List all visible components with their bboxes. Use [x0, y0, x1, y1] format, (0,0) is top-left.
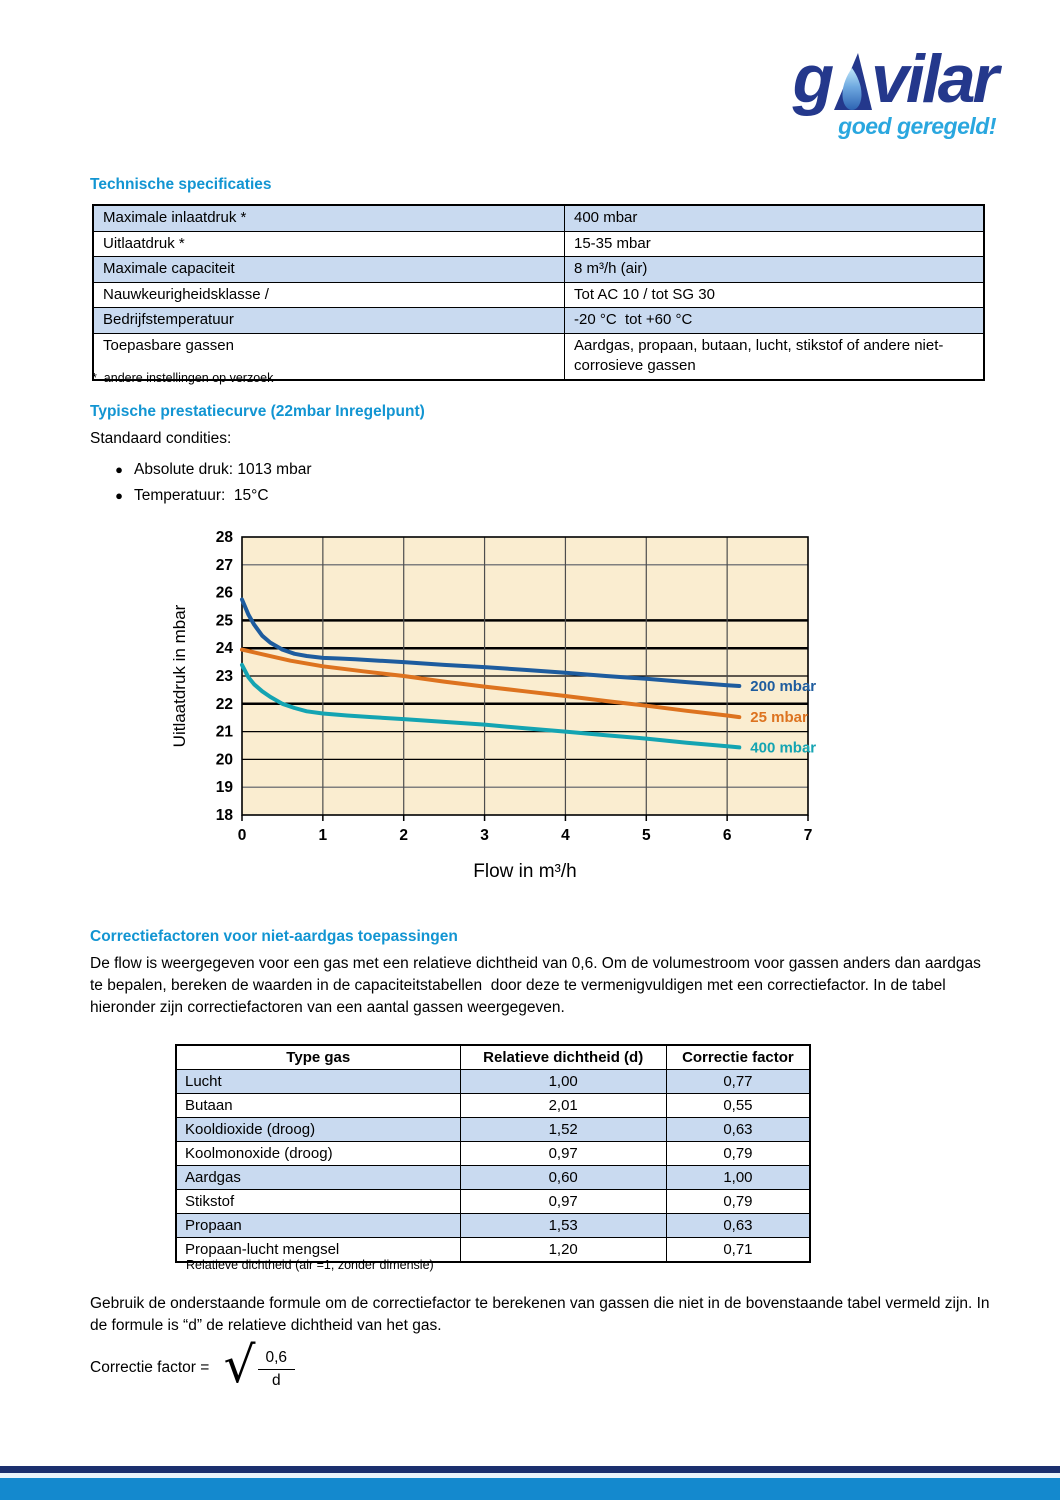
value-cell: 0,63	[666, 1214, 810, 1238]
spec-label: Bedrijfstemperatuur	[93, 308, 565, 334]
svg-text:4: 4	[561, 827, 570, 844]
table-row	[176, 1094, 810, 1118]
svg-text:25: 25	[215, 612, 233, 630]
series-label: 200 mbar	[750, 678, 817, 696]
svg-text:7: 7	[803, 827, 813, 844]
gas-name-cell: Aardgas	[176, 1166, 460, 1190]
column-header: Relatieve dichtheid (d)	[460, 1045, 666, 1070]
square-root-icon: √	[223, 1336, 256, 1394]
y-axis-label: Uitlaatdruk in mbar	[170, 604, 189, 748]
svg-text:0: 0	[237, 827, 247, 844]
value-cell: 1,52	[460, 1118, 666, 1142]
svg-text:19: 19	[215, 779, 233, 797]
value-cell: 0,97	[460, 1142, 666, 1166]
gas-name-cell: Butaan	[176, 1094, 460, 1118]
bullet-icon: ●	[115, 462, 123, 477]
section-title-tech-specs: Technische specificaties	[90, 176, 272, 193]
svg-text:26: 26	[215, 584, 233, 602]
gas-name-cell: Propaan-lucht mengsel	[176, 1238, 460, 1263]
table-row	[93, 205, 984, 231]
table-row	[176, 1118, 810, 1142]
tech-specs-table	[92, 204, 985, 381]
performance-chart	[168, 524, 860, 892]
logo-text-g: g	[792, 41, 832, 117]
gas-name-cell: Stikstof	[176, 1190, 460, 1214]
footer-navy-stripe	[0, 1466, 1060, 1473]
gas-flame-icon	[827, 53, 873, 110]
logo-wordmark	[710, 41, 996, 117]
correction-paragraph: De flow is weergegeven voor een gas met een relatieve dichtheid van 0,6. Om de volumestroom voor gassen anders dan aardgas te bepalen, bereken de waarden in de capaciteitstabellen door deze te vermenigvuldigen met een correctiefactor. In de tabel hieronder zijn correctiefactoren van een aantal gassen weergegeven.	[90, 955, 986, 1016]
gas-name-cell: Koolmonoxide (droog)	[176, 1142, 460, 1166]
table-row	[176, 1070, 810, 1094]
value-cell: 0,79	[666, 1190, 810, 1214]
gas-name-cell: Lucht	[176, 1070, 460, 1094]
value-cell: 2,01	[460, 1094, 666, 1118]
value-cell: 0,79	[666, 1142, 810, 1166]
table-row	[176, 1190, 810, 1214]
value-cell: 1,00	[460, 1070, 666, 1094]
spec-value: 15-35 mbar	[565, 231, 985, 257]
table-row	[176, 1166, 810, 1190]
value-cell: 0,77	[666, 1070, 810, 1094]
table-row	[176, 1214, 810, 1238]
bullet-text-pressure: Absolute druk: 1013 mbar	[134, 461, 312, 478]
x-axis-label: Flow in m³/h	[473, 861, 577, 882]
list-item	[104, 487, 269, 505]
gas-name-cell: Kooldioxide (droog)	[176, 1118, 460, 1142]
value-cell: 0,55	[666, 1094, 810, 1118]
spec-label: Maximale inlaatdruk *	[93, 205, 565, 231]
bullet-text-temperature: Temperatuur: 15°C	[134, 487, 269, 504]
svg-text:1: 1	[318, 827, 328, 844]
spec-value: 400 mbar	[565, 205, 985, 231]
svg-text:3: 3	[480, 827, 489, 844]
value-cell: 1,00	[666, 1166, 810, 1190]
spec-label: Toepasbare gassen	[93, 333, 565, 380]
table-row	[93, 282, 984, 308]
footer-blue-bar	[0, 1478, 1060, 1500]
spec-label: Nauwkeurigheidsklasse /	[93, 282, 565, 308]
spec-label: Maximale capaciteit	[93, 257, 565, 283]
section-title-correction-factors: Correctiefactoren voor niet-aardgas toepassingen	[90, 928, 458, 945]
correction-formula	[90, 1336, 295, 1394]
bullet-icon: ●	[115, 488, 123, 503]
column-header: Correctie factor	[666, 1045, 810, 1070]
svg-text:6: 6	[722, 827, 732, 844]
svg-text:21: 21	[215, 723, 233, 741]
series-label: 400 mbar	[750, 739, 817, 757]
value-cell: 1,53	[460, 1214, 666, 1238]
value-cell: 0,97	[460, 1190, 666, 1214]
table-caption: Relatieve dichtheid (air =1, zonder dimensie)	[186, 1258, 434, 1272]
gas-name-cell: Propaan	[176, 1214, 460, 1238]
svg-text:27: 27	[215, 556, 233, 574]
spec-value: 8 m³/h (air)	[565, 257, 985, 283]
series-label: 25 mbar	[750, 709, 808, 727]
conditions-label: Standaard condities:	[90, 430, 232, 447]
section-title-performance-curve: Typische prestatiecurve (22mbar Inregelpunt)	[90, 403, 425, 420]
fraction-denominator: d	[271, 1371, 281, 1389]
formula-paragraph: Gebruik de onderstaande formule om de correctiefactor te berekenen van gassen die niet in de bovenstaande tabel vermeld zijn. In de formule is “d” de relatieve dichtheid van het gas.	[90, 1295, 994, 1334]
spec-value: Tot AC 10 / tot SG 30	[565, 282, 985, 308]
table-row	[93, 257, 984, 283]
svg-text:28: 28	[215, 529, 233, 546]
logo-tagline: goed geregeld!	[838, 112, 996, 139]
svg-text:18: 18	[215, 807, 233, 824]
list-item	[104, 461, 312, 479]
fraction-numerator: 0,6	[258, 1349, 296, 1370]
table-row	[176, 1142, 810, 1166]
correction-factors-table	[175, 1044, 811, 1263]
svg-text:5: 5	[641, 827, 651, 844]
svg-text:24: 24	[215, 640, 233, 658]
formula-fraction	[258, 1349, 296, 1390]
table-row	[93, 231, 984, 257]
logo-text-vilar: vilar	[871, 41, 996, 117]
value-cell: 0,60	[460, 1166, 666, 1190]
spec-label: Uitlaatdruk *	[93, 231, 565, 257]
column-header: Type gas	[176, 1045, 460, 1070]
value-cell: 0,63	[666, 1118, 810, 1142]
value-cell: 1,20	[460, 1238, 666, 1263]
table-row	[93, 308, 984, 334]
spec-value: -20 °C tot +60 °C	[565, 308, 985, 334]
value-cell: 0,71	[666, 1238, 810, 1263]
formula-label: Correctie factor =	[90, 1359, 214, 1377]
gavilar-logo	[710, 41, 996, 140]
svg-text:23: 23	[215, 668, 233, 685]
svg-text:22: 22	[215, 695, 233, 713]
svg-text:2: 2	[399, 827, 409, 844]
svg-text:20: 20	[215, 751, 233, 769]
spec-footnote: * andere instellingen op verzoek	[92, 371, 274, 385]
spec-value: Aardgas, propaan, butaan, lucht, stikstof of andere niet-corrosieve gassen	[565, 333, 985, 380]
